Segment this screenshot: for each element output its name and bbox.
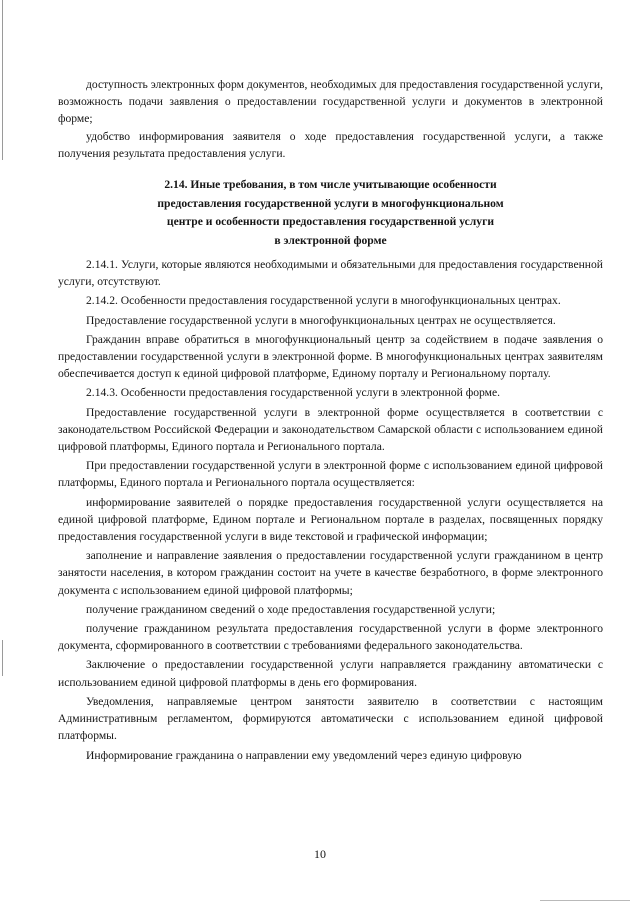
document-body [58, 76, 603, 764]
paragraph: информирование заявителей о порядке предоставления государственной услуги осуществляется на единой цифровой платформе, Едином портале и Региональном портале в разделах, посвященных порядку предоставления государственной услуги в виде текстовой и графической информации; [58, 495, 603, 544]
paragraph: 2.14.2. Особенности предоставления государственной услуги в многофункциональных центрах. [86, 294, 561, 308]
paragraph: заполнение и направление заявления о предоставлении государственной услуги гражданином в центр занятости населения, в котором гражданин состоит на учете в качестве безработного, в форме электронного документа с использованием единой цифровой платформы; [58, 549, 603, 597]
scan-edge-line [2, 0, 3, 160]
page-number: 10 [314, 847, 326, 861]
paragraph: Предоставление государственной услуги в электронной форме осуществляется в соответствии с законодательством Российской Федерации и законодательством Самарской области с использованием единой цифровой платформы, Единого портала и Регионального портала. [58, 405, 603, 454]
paragraph: Предоставление государственной услуги в многофункциональных центрах не осуществляется. [86, 313, 556, 327]
paragraph: 2.14.3. Особенности предоставления государственной услуги в электронной форме. [86, 386, 501, 400]
heading-line: предоставления государственной услуги в многофункциональном [157, 196, 504, 210]
paragraph: При предоставлении государственной услуги в электронной форме с использованием единой цифровой платформы, Единого портала и Регионального портала осуществляется: [58, 459, 603, 490]
paragraph: доступность электронных форм документов, необходимых для предоставления государственной услуги, возможность подачи заявления о предоставлении государственной услуги и документов в электронной форме; [58, 78, 603, 126]
scan-artifact-line [540, 900, 630, 901]
heading-line: 2.14. Иные требования, в том числе учитывающие особенности [164, 178, 497, 192]
scan-edge-line [2, 640, 3, 676]
paragraph: получение гражданином результата предоставления государственной услуги в форме электронного документа, сформированного в соответствии с требованиями федерального законодательства. [58, 622, 603, 653]
paragraph: Уведомления, направляемые центром занятости заявителю в соответствии с настоящим Административным регламентом, формируются автоматически с использованием единой цифровой платформы. [58, 694, 603, 743]
paragraph: Гражданин вправе обратиться в многофункциональный центр за содействием в подаче заявления о предоставлении государственной услуги в электронной форме. В многофункциональных центрах заявителям обеспечивается доступ к единой цифровой платформе, Единому порталу и Региональному порталу. [58, 332, 603, 381]
paragraph: Заключение о предоставлении государственной услуги направляется гражданину автоматически с использованием единой цифровой платформы в день его формирования. [58, 658, 603, 689]
paragraph: 2.14.1. Услуги, которые являются необходимыми и обязательными для предоставления государственной услуги, отсутствуют. [58, 258, 603, 289]
paragraph: Информирование гражданина о направлении ему уведомлений через единую цифровую [86, 748, 522, 762]
section-heading [58, 176, 603, 250]
paragraph: удобство информирования заявителя о ходе предоставления государственной услуги, а также получения результата предоставления услуги. [58, 129, 603, 160]
heading-line: в электронной форме [274, 233, 387, 247]
heading-line: центре и особенности предоставления государственной услуги [166, 215, 495, 229]
paragraph: получение гражданином сведений о ходе предоставления государственной услуги; [86, 602, 496, 616]
